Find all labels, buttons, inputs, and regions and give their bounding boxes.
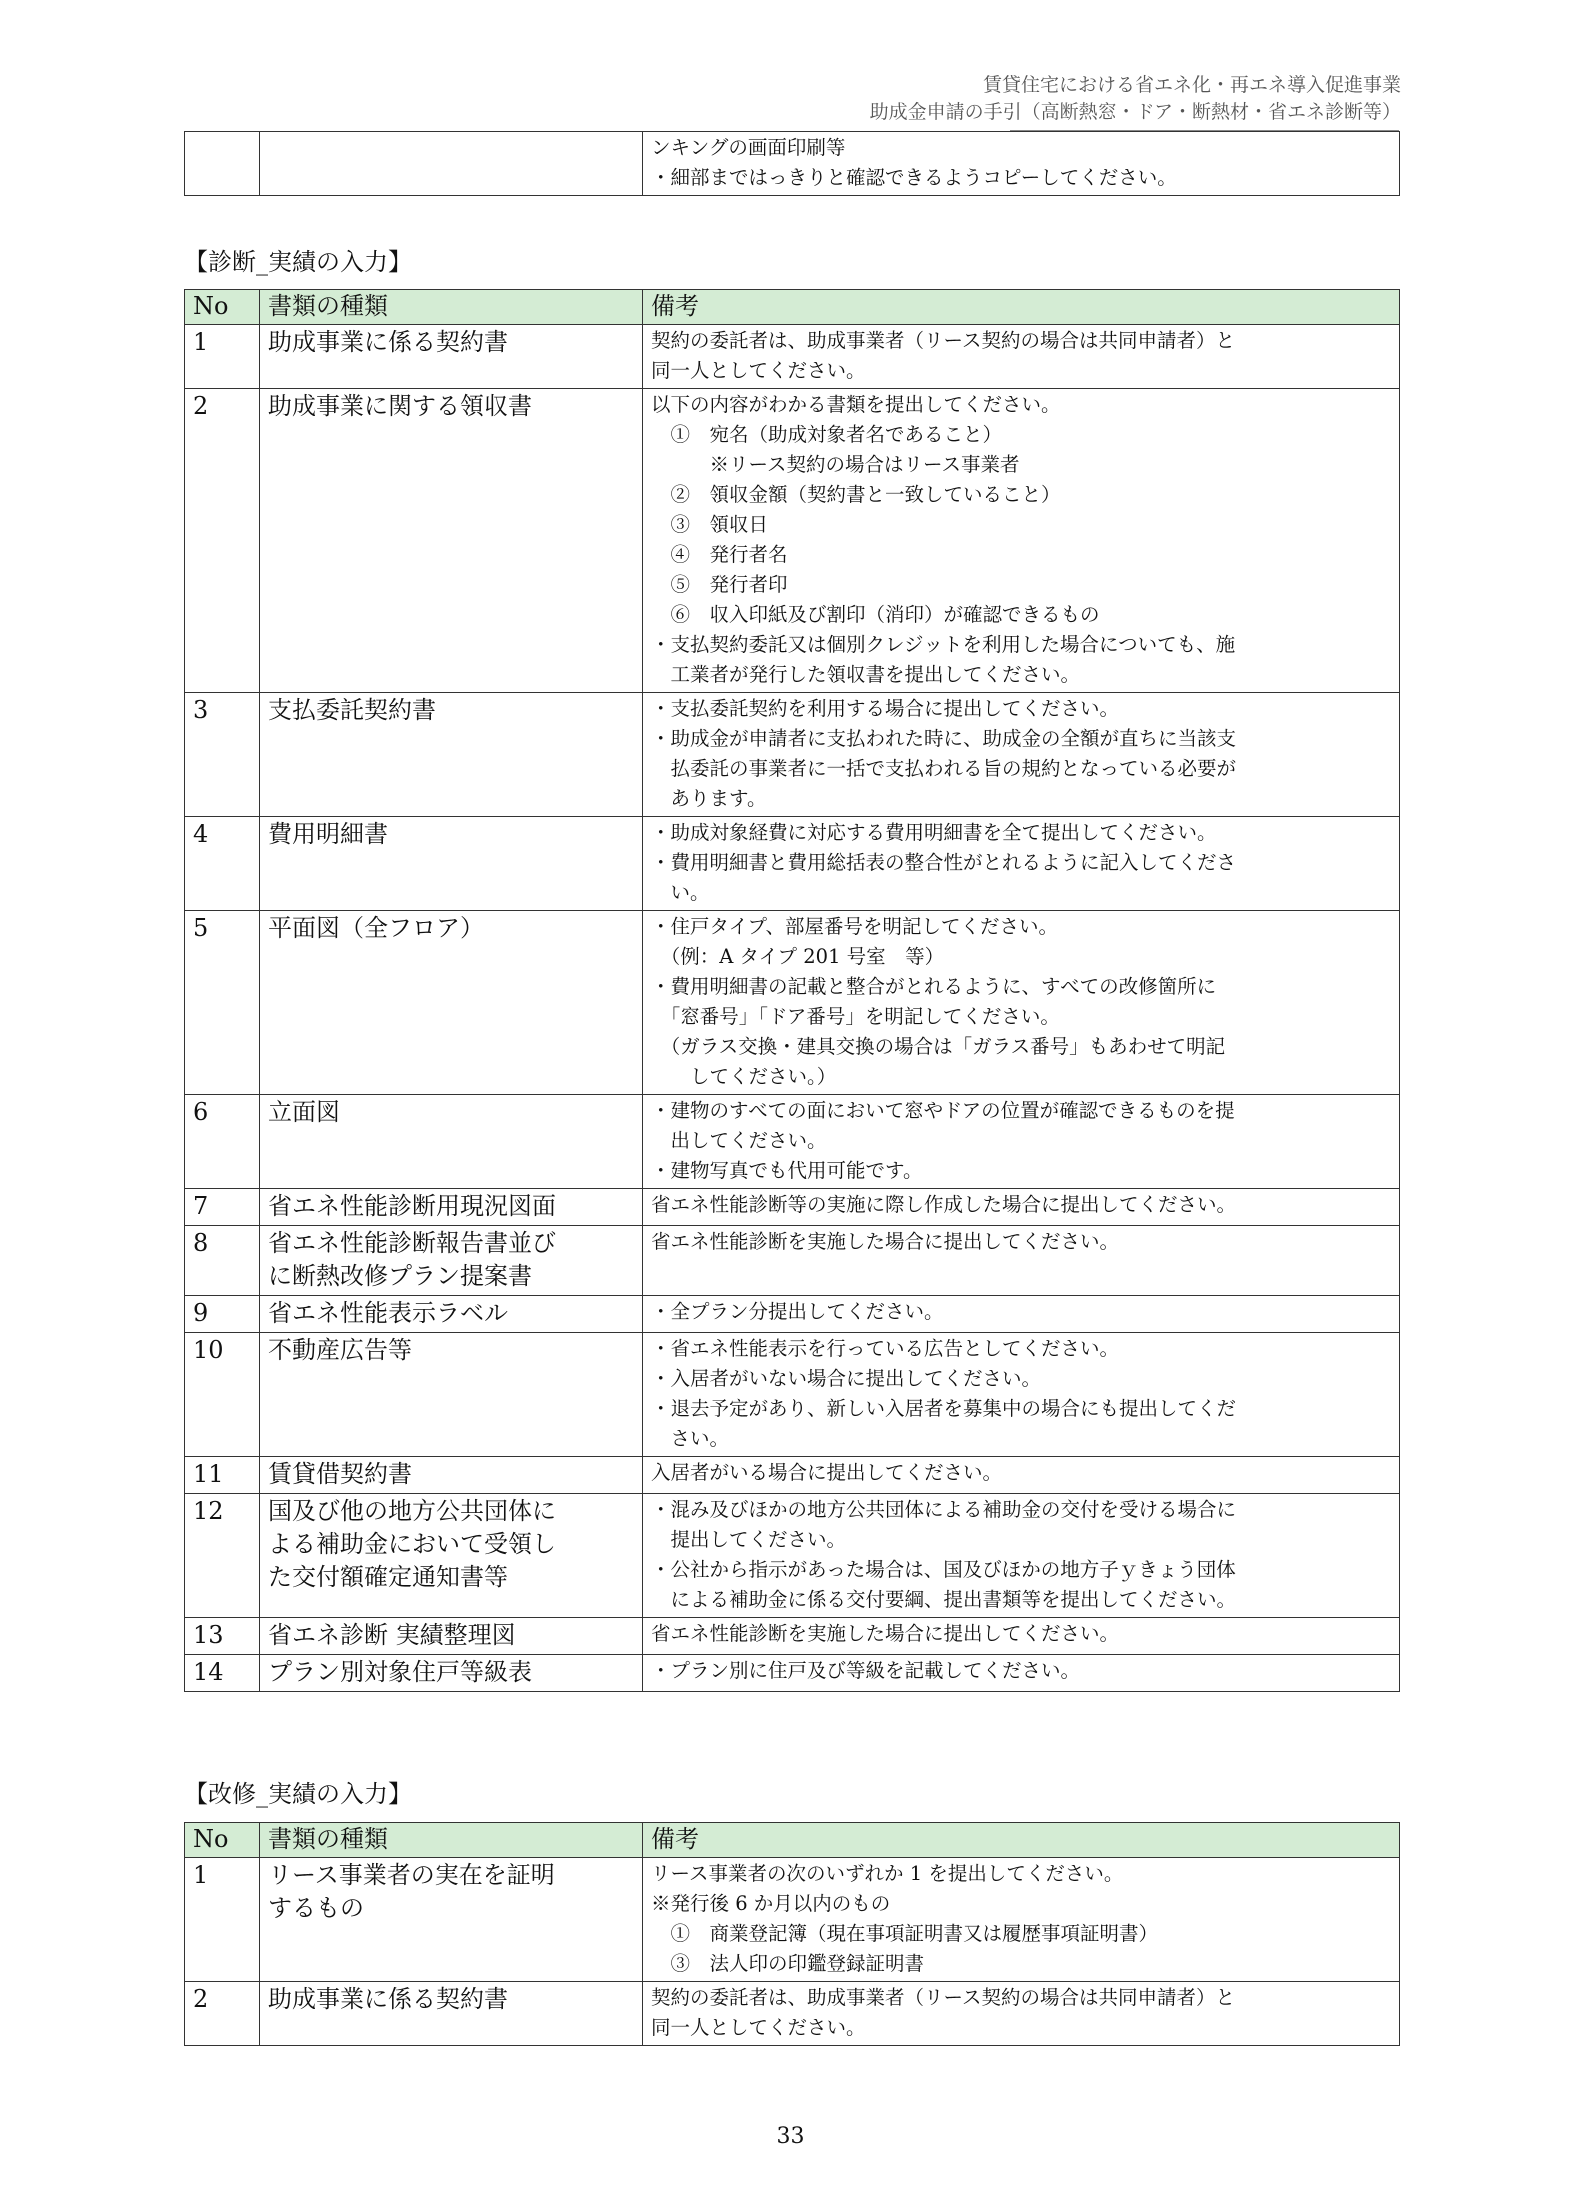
row-number: 1 <box>185 325 260 389</box>
column-header-kind: 書類の種類 <box>260 1823 643 1858</box>
document-kind-line: に断熱改修プラン提案書 <box>268 1262 532 1290</box>
remarks-line: ⑤ 発行者印 <box>651 573 788 596</box>
remarks-line: による補助金に係る交付要綱、提出書類等を提出してください。 <box>651 1588 1237 1611</box>
column-header-kind: 書類の種類 <box>260 290 643 325</box>
remarks-line: あります。 <box>651 787 767 810</box>
remarks-line: してください。） <box>651 1065 837 1088</box>
remarks-line: ・支払委託契約を利用する場合に提出してください。 <box>651 697 1120 720</box>
document-kind-line: 平面図（全フロア） <box>268 914 484 942</box>
remarks-cell <box>643 1189 1400 1226</box>
row-number: 6 <box>185 1095 260 1189</box>
remarks-line: ・助成金が申請者に支払われた時に、助成金の全額が直ちに当該支 <box>651 727 1237 750</box>
document-kind-line: 不動産広告等 <box>268 1336 412 1364</box>
document-kind-line: 助成事業に係る契約書 <box>268 1985 508 2013</box>
diagnosis-documents-table <box>184 289 1400 1692</box>
remarks-line: 以下の内容がわかる書類を提出してください。 <box>651 393 1061 416</box>
row-number: 8 <box>185 1226 260 1296</box>
remarks-cell <box>643 1982 1400 2046</box>
remarks-line: ・費用明細書と費用総括表の整合性がとれるように記入してくださ <box>651 851 1237 874</box>
document-kind-line: リース事業者の実在を証明 <box>268 1861 555 1889</box>
remarks-line: ⑥ 収入印紙及び割印（消印）が確認できるもの <box>651 603 1100 626</box>
remarks-cell <box>643 693 1400 817</box>
remarks-cell <box>643 1226 1400 1296</box>
remarks-line: 「窓番号」「ドア番号」を明記してください。 <box>651 1005 1060 1028</box>
row-number: 2 <box>185 1982 260 2046</box>
document-kind-cell <box>260 1858 643 1982</box>
row-number: 12 <box>185 1494 260 1618</box>
remarks-line: ・省エネ性能表示を行っている広告としてください。 <box>651 1337 1120 1360</box>
document-kind-line: 省エネ性能診断用現況図面 <box>268 1192 556 1220</box>
row-number: 13 <box>185 1618 260 1655</box>
remarks-cell <box>643 1095 1400 1189</box>
remarks-line: 入居者がいる場合に提出してください。 <box>651 1461 1003 1484</box>
table-row <box>185 1457 1400 1494</box>
table-row <box>185 1982 1400 2046</box>
remarks-cell <box>643 325 1400 389</box>
table-row <box>185 325 1400 389</box>
remarks-line: 省エネ性能診断等の実施に際し作成した場合に提出してください。 <box>651 1193 1237 1216</box>
document-kind-cell <box>260 1618 643 1655</box>
header-guide-title: 助成金申請の手引（高断熱窓・ドア・断熱材・省エネ診断等） <box>869 101 1401 123</box>
row-number: 10 <box>185 1333 260 1457</box>
document-kind-line: 立面図 <box>268 1098 340 1126</box>
remarks-line: （ガラス交換・建具交換の場合は「ガラス番号」もあわせて明記 <box>651 1035 1226 1058</box>
document-kind-cell <box>260 1457 643 1494</box>
table-row <box>185 1095 1400 1189</box>
row-number: 11 <box>185 1457 260 1494</box>
document-kind-cell <box>260 1095 643 1189</box>
document-kind-line: するもの <box>268 1894 364 1922</box>
note-line: ・細部まではっきりと確認できるようコピーしてください。 <box>651 166 1177 189</box>
column-header-no: No <box>185 290 260 325</box>
continuation-note-cell <box>643 132 1400 196</box>
document-kind-cell <box>260 1189 643 1226</box>
document-kind-cell <box>260 389 643 693</box>
table-row <box>185 1618 1400 1655</box>
table-row <box>185 1296 1400 1333</box>
remarks-line: ・全プラン分提出してください。 <box>651 1300 944 1323</box>
remarks-line: 同一人としてください。 <box>651 359 866 382</box>
header-program-title: 賃貸住宅における省エネ化・再エネ導入促進事業 <box>982 74 1401 96</box>
remarks-line: 契約の委託者は、助成事業者（リース契約の場合は共同申請者）と <box>651 329 1236 352</box>
remarks-line: ・建物写真でも代用可能です。 <box>651 1159 923 1182</box>
document-kind-cell <box>260 693 643 817</box>
document-kind-cell <box>260 1655 643 1692</box>
document-kind-cell <box>260 1226 643 1296</box>
remarks-line: ① 商業登記簿（現在事項証明書又は履歴事項証明書） <box>651 1922 1159 1945</box>
document-kind-line: プラン別対象住戸等級表 <box>268 1658 532 1686</box>
document-kind-cell <box>260 1296 643 1333</box>
remarks-cell <box>643 817 1400 911</box>
remarks-line: 同一人としてください。 <box>651 2016 866 2039</box>
table-row <box>185 389 1400 693</box>
row-number: 9 <box>185 1296 260 1333</box>
row-number: 2 <box>185 389 260 693</box>
remarks-line: リース事業者の次のいずれか 1 を提出してください。 <box>651 1862 1124 1885</box>
continuation-kind-cell <box>260 132 643 196</box>
document-kind-line: 省エネ診断 実績整理図 <box>268 1621 516 1649</box>
continuation-row <box>185 132 1400 196</box>
remarks-line: 工業者が発行した領収書を提出してください。 <box>651 663 1081 686</box>
remarks-cell <box>643 1457 1400 1494</box>
diagnosis-table-body <box>185 325 1400 1692</box>
section-title-renovation: 【改修_実績の入力】 <box>184 1780 412 1808</box>
continuation-no-cell <box>185 132 260 196</box>
remarks-line: い。 <box>651 881 710 904</box>
section-title-diagnosis: 【診断_実績の入力】 <box>184 248 412 276</box>
document-kind-line: 国及び他の地方公共団体に <box>268 1497 556 1525</box>
document-kind-line: 省エネ性能診断報告書並び <box>268 1229 556 1257</box>
row-number: 5 <box>185 911 260 1095</box>
remarks-line: 提出してください。 <box>651 1528 847 1551</box>
remarks-cell <box>643 1333 1400 1457</box>
remarks-line: 省エネ性能診断を実施した場合に提出してください。 <box>651 1230 1120 1253</box>
remarks-line: ・住戸タイプ、部屋番号を明記してください。 <box>651 915 1058 938</box>
column-header-no: No <box>185 1823 260 1858</box>
remarks-line: ・助成対象経費に対応する費用明細書を全て提出してください。 <box>651 821 1217 844</box>
remarks-line: さい。 <box>651 1427 730 1450</box>
document-kind-line: 省エネ性能表示ラベル <box>268 1299 508 1327</box>
remarks-cell <box>643 1296 1400 1333</box>
remarks-line: ・建物のすべての面において窓やドアの位置が確認できるものを提 <box>651 1099 1235 1122</box>
table-row <box>185 1858 1400 1982</box>
row-number: 3 <box>185 693 260 817</box>
renovation-documents-table <box>184 1822 1400 2046</box>
row-number: 7 <box>185 1189 260 1226</box>
page-number: 33 <box>776 2124 805 2149</box>
document-kind-line: 支払委託契約書 <box>268 696 436 724</box>
remarks-line: ・退去予定があり、新しい入居者を募集中の場合にも提出してくだ <box>651 1397 1237 1420</box>
renovation-table-body <box>185 1858 1400 2046</box>
remarks-line: ・公社から指示があった場合は、国及びほかの地方子ｙきょう団体 <box>651 1558 1236 1581</box>
table-row <box>185 1655 1400 1692</box>
row-number: 1 <box>185 1858 260 1982</box>
document-kind-line: た交付額確定通知書等 <box>268 1563 508 1591</box>
continuation-table <box>184 131 1400 196</box>
remarks-line: ※リース契約の場合はリース事業者 <box>651 453 1020 476</box>
document-kind-line: 助成事業に係る契約書 <box>268 328 508 356</box>
table-header-row <box>185 1823 1400 1858</box>
document-kind-line: 助成事業に関する領収書 <box>268 392 532 420</box>
document-kind-line: 費用明細書 <box>268 820 388 848</box>
table-row <box>185 693 1400 817</box>
remarks-line: ・費用明細書の記載と整合がとれるように、すべての改修箇所に <box>651 975 1217 998</box>
remarks-line: ※発行後 6 か月以内のもの <box>651 1892 891 1915</box>
remarks-line: ② 領収金額（契約書と一致していること） <box>651 483 1061 506</box>
remarks-line: ① 宛名（助成対象者名であること） <box>651 423 1003 446</box>
document-kind-cell <box>260 817 643 911</box>
row-number: 4 <box>185 817 260 911</box>
document-kind-cell <box>260 1333 643 1457</box>
document-kind-cell <box>260 1982 643 2046</box>
remarks-cell <box>643 911 1400 1095</box>
page-header <box>870 72 1401 126</box>
table-row <box>185 1226 1400 1296</box>
document-kind-cell <box>260 325 643 389</box>
remarks-cell <box>643 1858 1400 1982</box>
remarks-line: 省エネ性能診断を実施した場合に提出してください。 <box>651 1622 1120 1645</box>
column-header-note: 備考 <box>643 290 1400 325</box>
remarks-line: ③ 法人印の印鑑登録証明書 <box>651 1952 925 1975</box>
document-kind-cell <box>260 911 643 1095</box>
document-kind-line: 賃貸借契約書 <box>268 1460 412 1488</box>
row-number: 14 <box>185 1655 260 1692</box>
column-header-note: 備考 <box>643 1823 1400 1858</box>
table-row <box>185 911 1400 1095</box>
document-kind-cell <box>260 1494 643 1618</box>
remarks-cell <box>643 1494 1400 1618</box>
remarks-line: ④ 発行者名 <box>651 543 788 566</box>
table-row <box>185 1333 1400 1457</box>
remarks-cell <box>643 389 1400 693</box>
remarks-line: ・プラン別に住戸及び等級を記載してください。 <box>651 1659 1081 1682</box>
table-row <box>185 1189 1400 1226</box>
remarks-line: 払委託の事業者に一括で支払われる旨の規約となっている必要が <box>651 757 1237 780</box>
remarks-line: （例：A タイプ 201 号室 等） <box>651 945 945 968</box>
remarks-line: 出してください。 <box>651 1129 827 1152</box>
remarks-line: 契約の委託者は、助成事業者（リース契約の場合は共同申請者）と <box>651 1986 1236 2009</box>
table-row <box>185 817 1400 911</box>
remarks-line: ・混み及びほかの地方公共団体による補助金の交付を受ける場合に <box>651 1498 1237 1521</box>
remarks-line: ③ 領収日 <box>651 513 769 536</box>
remarks-cell <box>643 1618 1400 1655</box>
table-header-row <box>185 290 1400 325</box>
remarks-cell <box>643 1655 1400 1692</box>
remarks-line: ・支払契約委託又は個別クレジットを利用した場合についても、施 <box>651 633 1236 656</box>
remarks-line: ・入居者がいない場合に提出してください。 <box>651 1367 1042 1390</box>
note-line: ンキングの画面印刷等 <box>651 136 846 159</box>
document-kind-line: よる補助金において受領し <box>268 1530 556 1558</box>
table-row <box>185 1494 1400 1618</box>
